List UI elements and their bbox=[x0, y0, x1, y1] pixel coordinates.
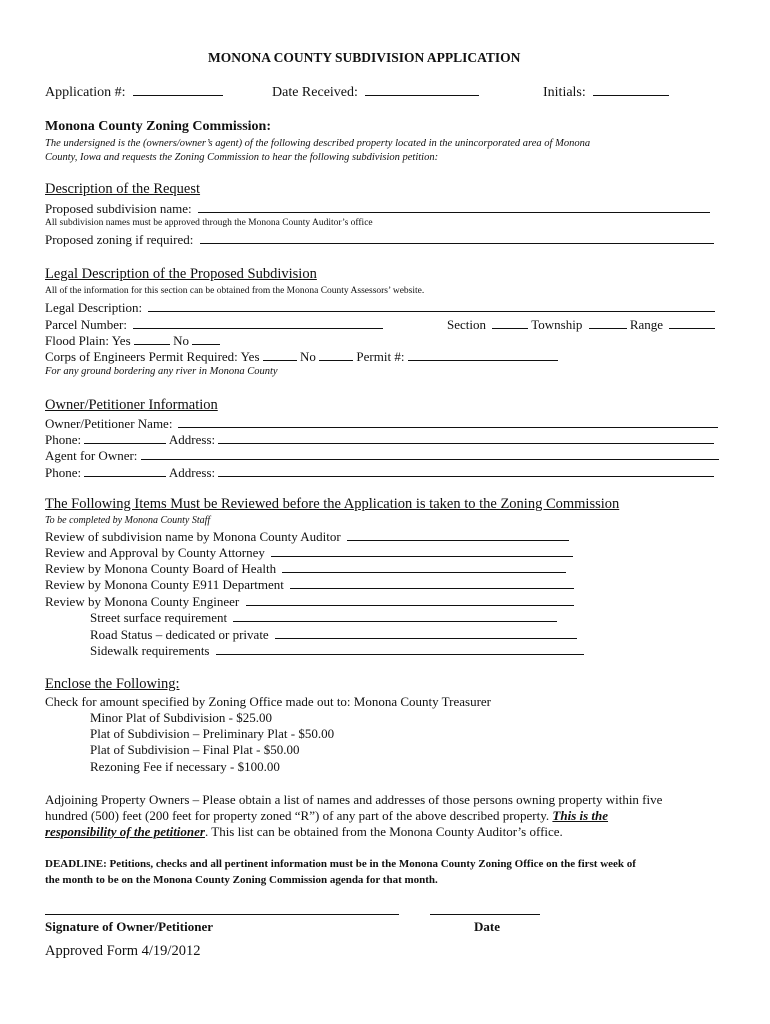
range-field[interactable] bbox=[669, 317, 715, 329]
date-received-field[interactable] bbox=[365, 84, 479, 96]
initials-label: Initials: bbox=[543, 85, 586, 100]
legal-note: All of the information for this section can be obtained from the Monona County Assessors’ website. bbox=[45, 286, 425, 296]
review-sub-item-label: Road Status – dedicated or private bbox=[90, 627, 269, 642]
corps-no-label: No bbox=[300, 349, 316, 364]
fee-item: Plat of Subdivision – Preliminary Plat - $50.00 bbox=[90, 726, 335, 741]
commission-heading: Monona County Zoning Commission: bbox=[45, 119, 271, 134]
initials-row bbox=[543, 84, 669, 100]
zoning-field[interactable] bbox=[200, 232, 714, 244]
review-item-label: Review by Monona County E911 Department bbox=[45, 577, 284, 592]
agent-phone-field[interactable] bbox=[84, 465, 166, 477]
fee-item: Minor Plat of Subdivision - $25.00 bbox=[90, 710, 273, 725]
fee-item: Plat of Subdivision – Final Plat - $50.00 bbox=[90, 742, 300, 757]
adjoining-line-3-text: . This list can be obtained from the Monona County Auditor’s office. bbox=[204, 824, 563, 839]
permit-field[interactable] bbox=[408, 349, 558, 361]
agent-label: Agent for Owner: bbox=[45, 448, 138, 463]
deadline-line-2: the month to be on the Monona County Zoning Commission agenda for that month. bbox=[45, 874, 438, 886]
agent-address-label: Address: bbox=[168, 465, 216, 480]
review-sub-item bbox=[90, 643, 584, 658]
owner-address-field[interactable] bbox=[218, 432, 714, 444]
flood-plain-row bbox=[45, 333, 220, 348]
zoning-label: Proposed zoning if required: bbox=[45, 232, 194, 247]
owner-address-label: Address: bbox=[168, 432, 216, 447]
review-sub-item-label: Sidewalk requirements bbox=[90, 643, 210, 658]
permit-label: Permit #: bbox=[356, 349, 405, 364]
review-sub-item-field[interactable] bbox=[233, 610, 557, 622]
section-field[interactable] bbox=[492, 317, 528, 329]
flood-plain-no-field[interactable] bbox=[192, 333, 220, 345]
zoning-row bbox=[45, 232, 714, 247]
date-received-row bbox=[272, 84, 479, 100]
review-item bbox=[45, 529, 569, 544]
owner-phone-row bbox=[45, 432, 714, 447]
approved-form-footer: Approved Form 4/19/2012 bbox=[45, 943, 201, 959]
review-heading: The Following Items Must be Reviewed before the Application is taken to the Zoning Commission bbox=[45, 496, 620, 512]
owner-phone-field[interactable] bbox=[84, 432, 166, 444]
fee-item: Rezoning Fee if necessary - $100.00 bbox=[90, 759, 280, 774]
owner-heading: Owner/Petitioner Information bbox=[45, 397, 218, 413]
corps-yes-label: Yes bbox=[240, 349, 260, 364]
deadline-line-1: DEADLINE: Petitions, checks and all pertinent information must be in the Monona County Zoning Office on the first week of bbox=[45, 858, 636, 870]
corps-no-field[interactable] bbox=[319, 349, 353, 361]
review-item bbox=[45, 561, 566, 576]
review-sub-item bbox=[90, 627, 577, 642]
enclose-heading: Enclose the Following: bbox=[45, 676, 180, 692]
flood-plain-yes-field[interactable] bbox=[134, 333, 170, 345]
review-sub-item bbox=[90, 610, 557, 625]
application-number-label: Application #: bbox=[45, 85, 126, 100]
signature-date-label: Date bbox=[474, 919, 500, 934]
range-label: Range bbox=[629, 317, 664, 332]
review-item bbox=[45, 545, 573, 560]
township-field[interactable] bbox=[589, 317, 627, 329]
flood-plain-yes-label: Yes bbox=[111, 333, 131, 348]
page-title: MONONA COUNTY SUBDIVISION APPLICATION bbox=[208, 50, 521, 65]
subdivision-name-field[interactable] bbox=[198, 201, 710, 213]
review-item-label: Review by Monona County Engineer bbox=[45, 594, 240, 609]
legal-description-field[interactable] bbox=[148, 300, 715, 312]
owner-name-field[interactable] bbox=[178, 416, 718, 428]
owner-phone-label: Phone: bbox=[45, 432, 82, 447]
signature-date-field[interactable] bbox=[430, 914, 540, 915]
section-township-range-row bbox=[447, 317, 715, 332]
river-note: For any ground bordering any river in Monona County bbox=[45, 366, 278, 377]
responsibility-emphasis-2: responsibility of the petitioner bbox=[45, 824, 205, 839]
commission-intro-1: The undersigned is the (owners/owner’s agent) of the following described property located in the unincorporated area of Monona bbox=[45, 138, 591, 149]
request-heading: Description of the Request bbox=[45, 181, 201, 197]
review-item-field[interactable] bbox=[246, 594, 574, 606]
staff-note: To be completed by Monona County Staff bbox=[45, 515, 211, 526]
owner-name-label: Owner/Petitioner Name: bbox=[45, 416, 173, 431]
review-item bbox=[45, 594, 574, 609]
subdivision-name-label: Proposed subdivision name: bbox=[45, 201, 192, 216]
review-item-field[interactable] bbox=[290, 577, 574, 589]
signature-field[interactable] bbox=[45, 914, 399, 915]
review-sub-item-label: Street surface requirement bbox=[90, 610, 228, 625]
flood-plain-label: Flood Plain: bbox=[45, 333, 109, 348]
review-item-field[interactable] bbox=[282, 561, 566, 573]
application-number-row bbox=[45, 84, 223, 100]
flood-plain-no-label: No bbox=[173, 333, 190, 348]
date-received-label: Date Received: bbox=[272, 85, 358, 100]
subdivision-note: All subdivision names must be approved through the Monona County Auditor’s office bbox=[45, 218, 373, 228]
corps-label: Corps of Engineers Permit Required: bbox=[45, 349, 238, 364]
section-label: Section bbox=[447, 317, 486, 332]
review-item bbox=[45, 577, 574, 592]
agent-address-field[interactable] bbox=[218, 465, 714, 477]
corps-permit-row bbox=[45, 349, 558, 364]
review-item-label: Review and Approval by County Attorney bbox=[45, 545, 265, 560]
township-label: Township bbox=[531, 317, 583, 332]
legal-description-label: Legal Description: bbox=[45, 300, 143, 315]
review-sub-item-field[interactable] bbox=[275, 627, 577, 639]
check-line: Check for amount specified by Zoning Office made out to: Monona County Treasurer bbox=[45, 694, 492, 709]
review-sub-item-field[interactable] bbox=[216, 643, 584, 655]
application-number-field[interactable] bbox=[133, 84, 223, 96]
agent-phone-label: Phone: bbox=[45, 465, 82, 480]
adjoining-line-2 bbox=[45, 808, 608, 823]
corps-yes-field[interactable] bbox=[263, 349, 297, 361]
adjoining-line-1: Adjoining Property Owners – Please obtain a list of names and addresses of those persons owning property within five bbox=[45, 792, 663, 807]
adjoining-line-3 bbox=[45, 824, 563, 839]
legal-heading: Legal Description of the Proposed Subdivision bbox=[45, 266, 317, 282]
agent-phone-row bbox=[45, 465, 714, 480]
responsibility-emphasis: This is the bbox=[552, 808, 609, 823]
initials-field[interactable] bbox=[593, 84, 669, 96]
parcel-field[interactable] bbox=[133, 317, 383, 329]
parcel-row bbox=[45, 317, 383, 332]
adjoining-line-2-text: hundred (500) feet (200 feet for property zoned “R”) of any part of the above described property. bbox=[45, 808, 550, 823]
review-item-label: Review by Monona County Board of Health bbox=[45, 561, 277, 576]
review-item-field[interactable] bbox=[271, 545, 573, 557]
parcel-label: Parcel Number: bbox=[45, 317, 127, 332]
review-item-label: Review of subdivision name by Monona County Auditor bbox=[45, 529, 341, 544]
review-item-field[interactable] bbox=[347, 529, 569, 541]
legal-description-row bbox=[45, 300, 715, 315]
signature-label: Signature of Owner/Petitioner bbox=[45, 919, 214, 934]
owner-name-row bbox=[45, 416, 718, 431]
subdivision-name-row bbox=[45, 201, 710, 216]
agent-field[interactable] bbox=[141, 448, 719, 460]
commission-intro-2: County, Iowa and requests the Zoning Commission to hear the following subdivision petition: bbox=[45, 152, 439, 163]
agent-row bbox=[45, 448, 719, 463]
